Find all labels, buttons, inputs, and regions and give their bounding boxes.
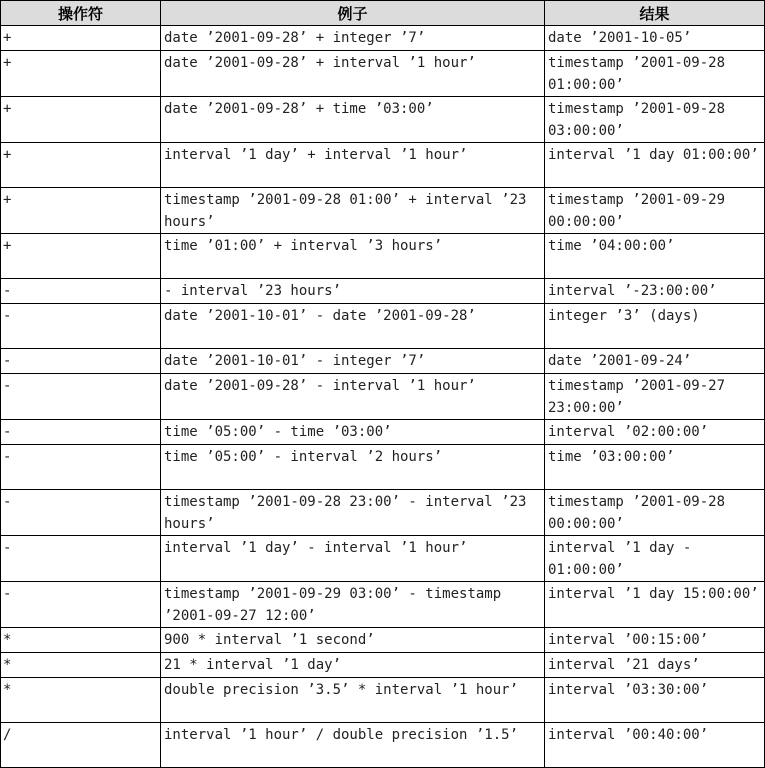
result-cell: timestamp ’2001-09-27 23:00:00’	[545, 374, 765, 420]
result-cell: integer ’3’ (days)	[545, 304, 765, 349]
header-result: 结果	[545, 1, 765, 26]
result-cell: timestamp ’2001-09-28 01:00:00’	[545, 51, 765, 97]
example-cell: time ’05:00’ - interval ’2 hours’	[161, 445, 545, 490]
table-row	[1, 374, 765, 420]
header-example: 例子	[161, 1, 545, 26]
example-cell: double precision ’3.5’ * interval ’1 hour’	[161, 678, 545, 723]
operator-cell: *	[1, 653, 161, 678]
result-cell: interval ’03:30:00’	[545, 678, 765, 723]
table-row	[1, 234, 765, 279]
result-cell: date ’2001-10-05’	[545, 26, 765, 51]
table-row	[1, 26, 765, 51]
table-row	[1, 143, 765, 188]
operator-cell: +	[1, 188, 161, 234]
example-cell: timestamp ’2001-09-28 23:00’ - interval ’23 hours’	[161, 490, 545, 536]
operator-cell: -	[1, 279, 161, 304]
operator-cell: +	[1, 26, 161, 51]
example-cell: time ’01:00’ + interval ’3 hours’	[161, 234, 545, 279]
table-row	[1, 304, 765, 349]
table-row	[1, 490, 765, 536]
result-cell: interval ’1 day - 01:00:00’	[545, 536, 765, 582]
table-row	[1, 349, 765, 374]
result-cell: timestamp ’2001-09-28 00:00:00’	[545, 490, 765, 536]
operator-cell: +	[1, 51, 161, 97]
result-cell: interval ’21 days’	[545, 653, 765, 678]
table-row	[1, 188, 765, 234]
table-row	[1, 279, 765, 304]
table-row	[1, 628, 765, 653]
example-cell: date ’2001-09-28’ + interval ’1 hour’	[161, 51, 545, 97]
operator-cell: +	[1, 234, 161, 279]
result-cell: interval ’00:15:00’	[545, 628, 765, 653]
table-row	[1, 678, 765, 723]
header-operator: 操作符	[1, 1, 161, 26]
operator-cell: +	[1, 143, 161, 188]
result-cell: time ’03:00:00’	[545, 445, 765, 490]
result-cell: timestamp ’2001-09-29 00:00:00’	[545, 188, 765, 234]
operator-cell: -	[1, 536, 161, 582]
result-cell: interval ’-23:00:00’	[545, 279, 765, 304]
result-cell: time ’04:00:00’	[545, 234, 765, 279]
example-cell: 900 * interval ’1 second’	[161, 628, 545, 653]
table-row	[1, 653, 765, 678]
table-row	[1, 420, 765, 445]
result-cell: interval ’1 day 15:00:00’	[545, 582, 765, 628]
result-cell: interval ’1 day 01:00:00’	[545, 143, 765, 188]
operator-cell: -	[1, 420, 161, 445]
operator-cell: -	[1, 374, 161, 420]
operator-cell: -	[1, 582, 161, 628]
table-row	[1, 536, 765, 582]
table-row	[1, 97, 765, 143]
example-cell: timestamp ’2001-09-29 03:00’ - timestamp ’2001-09-27 12:00’	[161, 582, 545, 628]
example-cell: timestamp ’2001-09-28 01:00’ + interval ’23 hours’	[161, 188, 545, 234]
operator-cell: +	[1, 97, 161, 143]
operator-cell: *	[1, 628, 161, 653]
result-cell: date ’2001-09-24’	[545, 349, 765, 374]
header-row	[1, 1, 765, 26]
table-row	[1, 445, 765, 490]
example-cell: interval ’1 day’ - interval ’1 hour’	[161, 536, 545, 582]
table-row	[1, 582, 765, 628]
example-cell: date ’2001-10-01’ - integer ’7’	[161, 349, 545, 374]
example-cell: date ’2001-09-28’ + time ’03:00’	[161, 97, 545, 143]
operator-cell: -	[1, 490, 161, 536]
example-cell: interval ’1 hour’ / double precision ’1.5’	[161, 723, 545, 768]
operator-cell: -	[1, 304, 161, 349]
example-cell: interval ’1 day’ + interval ’1 hour’	[161, 143, 545, 188]
result-cell: interval ’02:00:00’	[545, 420, 765, 445]
operator-cell: -	[1, 349, 161, 374]
operator-cell: *	[1, 678, 161, 723]
example-cell: date ’2001-10-01’ - date ’2001-09-28’	[161, 304, 545, 349]
example-cell: 21 * interval ’1 day’	[161, 653, 545, 678]
result-cell: interval ’00:40:00’	[545, 723, 765, 768]
example-cell: date ’2001-09-28’ + integer ’7’	[161, 26, 545, 51]
example-cell: date ’2001-09-28’ - interval ’1 hour’	[161, 374, 545, 420]
table-row	[1, 51, 765, 97]
result-cell: timestamp ’2001-09-28 03:00:00’	[545, 97, 765, 143]
operator-cell: -	[1, 445, 161, 490]
example-cell: time ’05:00’ - time ’03:00’	[161, 420, 545, 445]
example-cell: - interval ’23 hours’	[161, 279, 545, 304]
operator-cell: /	[1, 723, 161, 768]
